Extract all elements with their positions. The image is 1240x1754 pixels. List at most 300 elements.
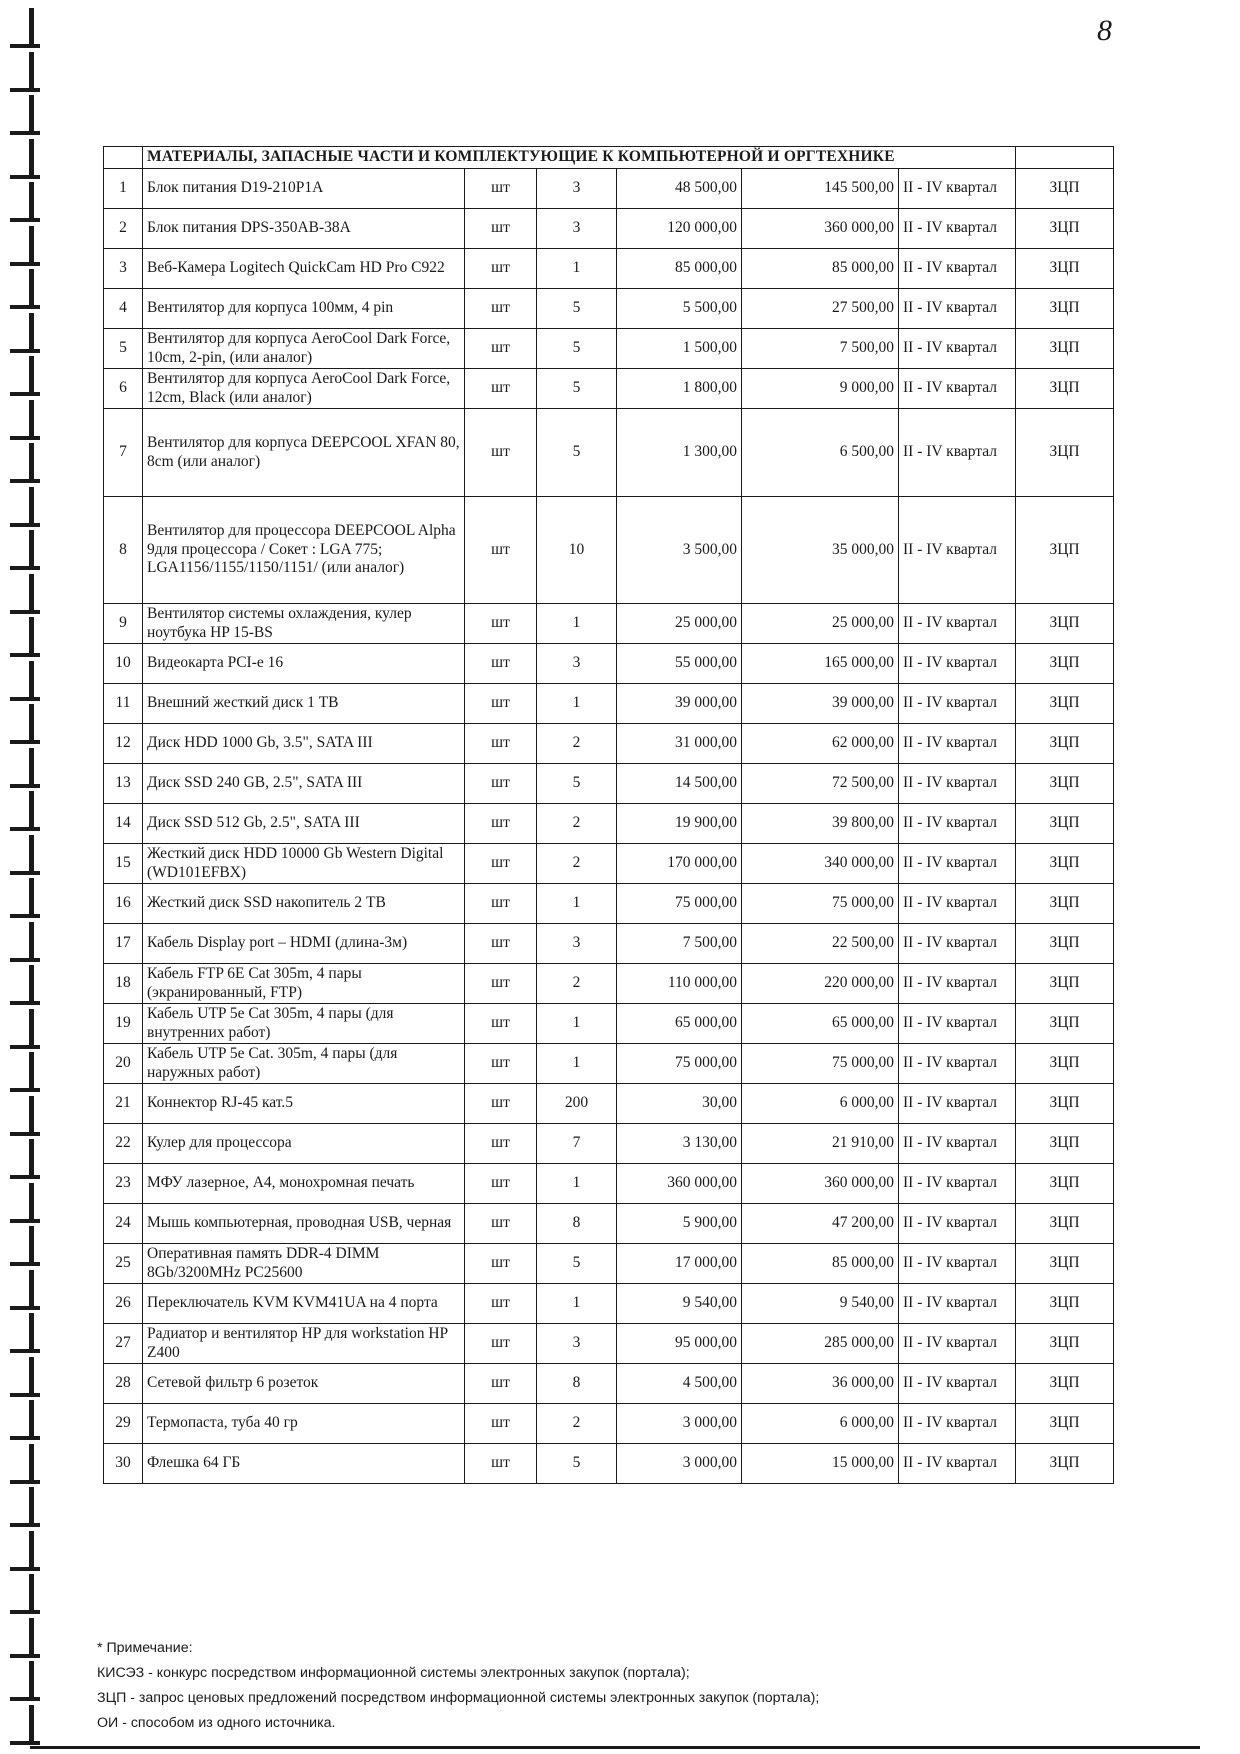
cell-total: 6 500,00 bbox=[742, 409, 899, 497]
cell-unit: шт bbox=[465, 1364, 537, 1404]
cell-unit: шт bbox=[465, 289, 537, 329]
cell-unit: шт bbox=[465, 884, 537, 924]
cell-total: 22 500,00 bbox=[742, 924, 899, 964]
cell-period: II - IV квартал bbox=[899, 844, 1016, 884]
cell-method: ЗЦП bbox=[1016, 369, 1114, 409]
cell-price: 17 000,00 bbox=[617, 1244, 742, 1284]
cell-total: 62 000,00 bbox=[742, 724, 899, 764]
cell-period: II - IV квартал bbox=[899, 1364, 1016, 1404]
cell-total: 27 500,00 bbox=[742, 289, 899, 329]
binding-mark bbox=[6, 1574, 38, 1614]
table-row bbox=[104, 329, 1114, 369]
cell-method: ЗЦП bbox=[1016, 1404, 1114, 1444]
binding-mark bbox=[6, 748, 38, 788]
cell-unit: шт bbox=[465, 1084, 537, 1124]
cell-total: 360 000,00 bbox=[742, 209, 899, 249]
cell-name: Радиатор и вентилятор HP для workstation HP Z400 bbox=[143, 1324, 465, 1364]
cell-name: Вентилятор для корпуса DEEPCOOL XFAN 80, 8cm (или аналог) bbox=[143, 409, 465, 497]
note-line: ОИ - способом из одного источника. bbox=[97, 1715, 336, 1731]
cell-period: II - IV квартал bbox=[899, 924, 1016, 964]
cell-period: II - IV квартал bbox=[899, 1284, 1016, 1324]
cell-num: 12 bbox=[104, 724, 143, 764]
cell-name: Кабель FTP 6E Cat 305m, 4 пары (экранированный, FTP) bbox=[143, 964, 465, 1004]
table-row bbox=[104, 1444, 1114, 1484]
cell-price: 19 900,00 bbox=[617, 804, 742, 844]
cell-total: 7 500,00 bbox=[742, 329, 899, 369]
notes-heading: * Примечание: bbox=[97, 1640, 193, 1656]
binding-mark bbox=[6, 530, 38, 570]
cell-price: 110 000,00 bbox=[617, 964, 742, 1004]
cell-num: 17 bbox=[104, 924, 143, 964]
cell-name: Кабель UTP 5e Cat 305m, 4 пары (для внутренних работ) bbox=[143, 1004, 465, 1044]
binding-mark bbox=[6, 443, 38, 483]
cell-qty: 5 bbox=[537, 329, 617, 369]
cell-method: ЗЦП bbox=[1016, 884, 1114, 924]
cell-total: 39 800,00 bbox=[742, 804, 899, 844]
cell-num: 5 bbox=[104, 329, 143, 369]
table-row bbox=[104, 1284, 1114, 1324]
binding-mark bbox=[6, 226, 38, 266]
cell-name: Вентилятор системы охлаждения, кулер ноутбука HP 15-BS bbox=[143, 604, 465, 644]
cell-name: Мышь компьютерная, проводная USB, черная bbox=[143, 1204, 465, 1244]
table-row bbox=[104, 289, 1114, 329]
table-row bbox=[104, 964, 1114, 1004]
cell-period: II - IV квартал bbox=[899, 804, 1016, 844]
cell-name: Вентилятор для процессора DEEPCOOL Alpha 9для процессора / Сокет : LGA 775; LGA1156/1155/1150/1151/ (или аналог) bbox=[143, 497, 465, 604]
cell-period: II - IV квартал bbox=[899, 1444, 1016, 1484]
table-row bbox=[104, 1044, 1114, 1084]
cell-price: 39 000,00 bbox=[617, 684, 742, 724]
binding-mark bbox=[6, 1444, 38, 1484]
cell-num: 8 bbox=[104, 497, 143, 604]
cell-method: ЗЦП bbox=[1016, 1324, 1114, 1364]
cell-qty: 3 bbox=[537, 644, 617, 684]
binding-mark bbox=[6, 1270, 38, 1310]
table-row bbox=[104, 249, 1114, 289]
cell-price: 3 130,00 bbox=[617, 1124, 742, 1164]
cell-unit: шт bbox=[465, 764, 537, 804]
cell-period: II - IV квартал bbox=[899, 497, 1016, 604]
cell-method: ЗЦП bbox=[1016, 1364, 1114, 1404]
cell-unit: шт bbox=[465, 409, 537, 497]
cell-price: 85 000,00 bbox=[617, 249, 742, 289]
cell-qty: 10 bbox=[537, 497, 617, 604]
cell-unit: шт bbox=[465, 644, 537, 684]
cell-qty: 1 bbox=[537, 684, 617, 724]
cell-unit: шт bbox=[465, 1244, 537, 1284]
cell-name: Диск SSD 240 GB, 2.5", SATA III bbox=[143, 764, 465, 804]
cell-num: 15 bbox=[104, 844, 143, 884]
table-row bbox=[104, 764, 1114, 804]
cell-qty: 1 bbox=[537, 884, 617, 924]
binding-mark bbox=[6, 1357, 38, 1397]
cell-num: 23 bbox=[104, 1164, 143, 1204]
cell-name: Термопаста, туба 40 гр bbox=[143, 1404, 465, 1444]
binding-mark bbox=[6, 313, 38, 353]
cell-total: 15 000,00 bbox=[742, 1444, 899, 1484]
cell-name: Диск SSD 512 Gb, 2.5", SATA III bbox=[143, 804, 465, 844]
cell-name: Сетевой фильтр 6 розеток bbox=[143, 1364, 465, 1404]
cell-price: 360 000,00 bbox=[617, 1164, 742, 1204]
table-row bbox=[104, 644, 1114, 684]
binding-mark bbox=[6, 661, 38, 701]
cell-price: 4 500,00 bbox=[617, 1364, 742, 1404]
cell-qty: 200 bbox=[537, 1084, 617, 1124]
cell-total: 21 910,00 bbox=[742, 1124, 899, 1164]
cell-period: II - IV квартал bbox=[899, 249, 1016, 289]
cell-method: ЗЦП bbox=[1016, 1124, 1114, 1164]
materials-table bbox=[103, 146, 1114, 1484]
binding-mark bbox=[6, 965, 38, 1005]
cell-total: 360 000,00 bbox=[742, 1164, 899, 1204]
table-row bbox=[104, 1244, 1114, 1284]
cell-method: ЗЦП bbox=[1016, 724, 1114, 764]
table-row bbox=[104, 1164, 1114, 1204]
table-row bbox=[104, 1204, 1114, 1244]
cell-method: ЗЦП bbox=[1016, 1084, 1114, 1124]
binding-mark bbox=[6, 1618, 38, 1658]
cell-qty: 2 bbox=[537, 804, 617, 844]
cell-unit: шт bbox=[465, 209, 537, 249]
cell-period: II - IV квартал bbox=[899, 169, 1016, 209]
binding-mark bbox=[6, 574, 38, 614]
cell-total: 340 000,00 bbox=[742, 844, 899, 884]
cell-total: 85 000,00 bbox=[742, 1244, 899, 1284]
cell-total: 285 000,00 bbox=[742, 1324, 899, 1364]
cell-price: 65 000,00 bbox=[617, 1004, 742, 1044]
cell-qty: 2 bbox=[537, 964, 617, 1004]
cell-qty: 8 bbox=[537, 1364, 617, 1404]
cell-price: 5 900,00 bbox=[617, 1204, 742, 1244]
bottom-rule bbox=[30, 1746, 1200, 1749]
binding-mark bbox=[6, 1661, 38, 1701]
cell-price: 7 500,00 bbox=[617, 924, 742, 964]
binding-mark bbox=[6, 95, 38, 135]
cell-name: Блок питания DPS-350AB-38A bbox=[143, 209, 465, 249]
cell-total: 75 000,00 bbox=[742, 1044, 899, 1084]
page-number: 8 bbox=[1097, 14, 1112, 47]
binding-mark bbox=[6, 791, 38, 831]
cell-name: МФУ лазерное, А4, монохромная печать bbox=[143, 1164, 465, 1204]
cell-method: ЗЦП bbox=[1016, 964, 1114, 1004]
cell-period: II - IV квартал bbox=[899, 1244, 1016, 1284]
cell-total: 72 500,00 bbox=[742, 764, 899, 804]
binding-mark bbox=[6, 704, 38, 744]
table-row bbox=[104, 684, 1114, 724]
cell-num: 21 bbox=[104, 1084, 143, 1124]
cell-price: 170 000,00 bbox=[617, 844, 742, 884]
cell-unit: шт bbox=[465, 1404, 537, 1444]
cell-unit: шт bbox=[465, 1284, 537, 1324]
cell-num: 26 bbox=[104, 1284, 143, 1324]
cell-method: ЗЦП bbox=[1016, 1044, 1114, 1084]
cell-qty: 5 bbox=[537, 369, 617, 409]
cell-total: 85 000,00 bbox=[742, 249, 899, 289]
cell-qty: 2 bbox=[537, 724, 617, 764]
cell-method: ЗЦП bbox=[1016, 1164, 1114, 1204]
cell-num: 27 bbox=[104, 1324, 143, 1364]
cell-period: II - IV квартал bbox=[899, 684, 1016, 724]
cell-name: Вентилятор для корпуса AeroCool Dark Force, 10cm, 2-pin, (или аналог) bbox=[143, 329, 465, 369]
cell-unit: шт bbox=[465, 964, 537, 1004]
cell-method: ЗЦП bbox=[1016, 1204, 1114, 1244]
cell-name: Вентилятор для корпуса 100мм, 4 pin bbox=[143, 289, 465, 329]
cell-price: 30,00 bbox=[617, 1084, 742, 1124]
cell-price: 5 500,00 bbox=[617, 289, 742, 329]
cell-unit: шт bbox=[465, 329, 537, 369]
cell-price: 55 000,00 bbox=[617, 644, 742, 684]
cell-price: 9 540,00 bbox=[617, 1284, 742, 1324]
cell-method: ЗЦП bbox=[1016, 604, 1114, 644]
cell-qty: 1 bbox=[537, 1284, 617, 1324]
cell-unit: шт bbox=[465, 804, 537, 844]
cell-qty: 1 bbox=[537, 1044, 617, 1084]
binding-mark bbox=[6, 1705, 38, 1745]
cell-unit: шт bbox=[465, 684, 537, 724]
cell-period: II - IV квартал bbox=[899, 1204, 1016, 1244]
cell-method: ЗЦП bbox=[1016, 329, 1114, 369]
cell-period: II - IV квартал bbox=[899, 1044, 1016, 1084]
cell-name: Кабель UTP 5e Cat. 305m, 4 пары (для наружных работ) bbox=[143, 1044, 465, 1084]
table-row bbox=[104, 1404, 1114, 1444]
cell-qty: 5 bbox=[537, 409, 617, 497]
cell-unit: шт bbox=[465, 844, 537, 884]
cell-period: II - IV квартал bbox=[899, 724, 1016, 764]
table-row bbox=[104, 604, 1114, 644]
binding-mark bbox=[6, 356, 38, 396]
cell-num: 14 bbox=[104, 804, 143, 844]
cell-total: 9 540,00 bbox=[742, 1284, 899, 1324]
cell-method: ЗЦП bbox=[1016, 289, 1114, 329]
cell-num: 11 bbox=[104, 684, 143, 724]
cell-method: ЗЦП bbox=[1016, 804, 1114, 844]
note-line: ЗЦП - запрос ценовых предложений посредством информационной системы электронных закупок (портала); bbox=[97, 1690, 820, 1706]
binding-mark bbox=[6, 1096, 38, 1136]
cell-price: 95 000,00 bbox=[617, 1324, 742, 1364]
table-row bbox=[104, 804, 1114, 844]
cell-qty: 5 bbox=[537, 1444, 617, 1484]
cell-num: 19 bbox=[104, 1004, 143, 1044]
cell-qty: 1 bbox=[537, 249, 617, 289]
cell-total: 39 000,00 bbox=[742, 684, 899, 724]
cell-unit: шт bbox=[465, 1324, 537, 1364]
cell-num: 3 bbox=[104, 249, 143, 289]
cell-name: Веб-Камера Logitech QuickCam HD Pro C922 bbox=[143, 249, 465, 289]
cell-period: II - IV квартал bbox=[899, 1124, 1016, 1164]
cell-num: 28 bbox=[104, 1364, 143, 1404]
cell-unit: шт bbox=[465, 1164, 537, 1204]
cell-total: 145 500,00 bbox=[742, 169, 899, 209]
cell-qty: 1 bbox=[537, 1004, 617, 1044]
table-row bbox=[104, 1004, 1114, 1044]
cell-price: 14 500,00 bbox=[617, 764, 742, 804]
cell-period: II - IV квартал bbox=[899, 884, 1016, 924]
cell-price: 1 800,00 bbox=[617, 369, 742, 409]
binding-mark bbox=[6, 1313, 38, 1353]
table-row bbox=[104, 1084, 1114, 1124]
cell-num: 25 bbox=[104, 1244, 143, 1284]
cell-qty: 5 bbox=[537, 289, 617, 329]
cell-num: 16 bbox=[104, 884, 143, 924]
cell-price: 3 000,00 bbox=[617, 1444, 742, 1484]
table-title: МАТЕРИАЛЫ, ЗАПАСНЫЕ ЧАСТИ И КОМПЛЕКТУЮЩИЕ К КОМПЬЮТЕРНОЙ И ОРГТЕХНИКЕ bbox=[143, 147, 1016, 169]
cell-period: II - IV квартал bbox=[899, 644, 1016, 684]
cell-price: 75 000,00 bbox=[617, 1044, 742, 1084]
table-row bbox=[104, 1364, 1114, 1404]
cell-name: Переключатель KVM KVM41UA на 4 порта bbox=[143, 1284, 465, 1324]
cell-qty: 3 bbox=[537, 924, 617, 964]
cell-price: 25 000,00 bbox=[617, 604, 742, 644]
cell-qty: 3 bbox=[537, 169, 617, 209]
cell-name: Флешка 64 ГБ bbox=[143, 1444, 465, 1484]
cell-unit: шт bbox=[465, 1004, 537, 1044]
table-row bbox=[104, 1324, 1114, 1364]
cell-name: Кулер для процессора bbox=[143, 1124, 465, 1164]
binding-mark bbox=[6, 1139, 38, 1179]
cell-total: 75 000,00 bbox=[742, 884, 899, 924]
table-row bbox=[104, 209, 1114, 249]
cell-unit: шт bbox=[465, 724, 537, 764]
table-row bbox=[104, 884, 1114, 924]
binding-mark bbox=[6, 1009, 38, 1049]
cell-period: II - IV квартал bbox=[899, 1324, 1016, 1364]
cell-total: 36 000,00 bbox=[742, 1364, 899, 1404]
binding-mark bbox=[6, 878, 38, 918]
cell-num: 30 bbox=[104, 1444, 143, 1484]
cell-price: 31 000,00 bbox=[617, 724, 742, 764]
cell-num: 1 bbox=[104, 169, 143, 209]
binding-mark bbox=[6, 400, 38, 440]
table-row bbox=[104, 724, 1114, 764]
cell-method: ЗЦП bbox=[1016, 1284, 1114, 1324]
cell-unit: шт bbox=[465, 1044, 537, 1084]
cell-method: ЗЦП bbox=[1016, 644, 1114, 684]
cell-price: 48 500,00 bbox=[617, 169, 742, 209]
cell-name: Видеокарта PCI-e 16 bbox=[143, 644, 465, 684]
cell-name: Жесткий диск HDD 10000 Gb Western Digital (WD101EFBX) bbox=[143, 844, 465, 884]
cell-num: 22 bbox=[104, 1124, 143, 1164]
binding-mark bbox=[6, 182, 38, 222]
cell-unit: шт bbox=[465, 369, 537, 409]
binding-mark bbox=[6, 835, 38, 875]
cell-qty: 5 bbox=[537, 764, 617, 804]
cell-qty: 1 bbox=[537, 1164, 617, 1204]
cell-name: Кабель Display port – HDMI (длина-3м) bbox=[143, 924, 465, 964]
cell-price: 120 000,00 bbox=[617, 209, 742, 249]
cell-total: 6 000,00 bbox=[742, 1084, 899, 1124]
cell-method: ЗЦП bbox=[1016, 1444, 1114, 1484]
cell-total: 9 000,00 bbox=[742, 369, 899, 409]
cell-num: 7 bbox=[104, 409, 143, 497]
cell-method: ЗЦП bbox=[1016, 249, 1114, 289]
table-row bbox=[104, 924, 1114, 964]
table-row bbox=[104, 1124, 1114, 1164]
binding-mark bbox=[6, 1487, 38, 1527]
cell-qty: 2 bbox=[537, 844, 617, 884]
binding-mark bbox=[6, 139, 38, 179]
cell-unit: шт bbox=[465, 924, 537, 964]
cell-period: II - IV квартал bbox=[899, 329, 1016, 369]
cell-num: 2 bbox=[104, 209, 143, 249]
notes-section bbox=[97, 1636, 819, 1736]
cell-period: II - IV квартал bbox=[899, 1004, 1016, 1044]
cell-num: 4 bbox=[104, 289, 143, 329]
cell-price: 75 000,00 bbox=[617, 884, 742, 924]
binding-mark bbox=[6, 1183, 38, 1223]
cell-unit: шт bbox=[465, 249, 537, 289]
binding-mark bbox=[6, 1226, 38, 1266]
binding-mark bbox=[6, 269, 38, 309]
cell-period: II - IV квартал bbox=[899, 209, 1016, 249]
cell-qty: 1 bbox=[537, 604, 617, 644]
cell-unit: шт bbox=[465, 169, 537, 209]
cell-num: 20 bbox=[104, 1044, 143, 1084]
header-empty-cell bbox=[104, 147, 143, 169]
header-empty-cell bbox=[1016, 147, 1114, 169]
cell-period: II - IV квартал bbox=[899, 1404, 1016, 1444]
cell-method: ЗЦП bbox=[1016, 409, 1114, 497]
cell-name: Коннектор RJ-45 кат.5 bbox=[143, 1084, 465, 1124]
binding-mark bbox=[6, 1052, 38, 1092]
cell-method: ЗЦП bbox=[1016, 764, 1114, 804]
cell-method: ЗЦП bbox=[1016, 844, 1114, 884]
cell-num: 6 bbox=[104, 369, 143, 409]
cell-num: 9 bbox=[104, 604, 143, 644]
cell-method: ЗЦП bbox=[1016, 209, 1114, 249]
cell-total: 6 000,00 bbox=[742, 1404, 899, 1444]
table-row bbox=[104, 369, 1114, 409]
cell-method: ЗЦП bbox=[1016, 684, 1114, 724]
cell-unit: шт bbox=[465, 1444, 537, 1484]
cell-period: II - IV квартал bbox=[899, 964, 1016, 1004]
cell-method: ЗЦП bbox=[1016, 1004, 1114, 1044]
cell-method: ЗЦП bbox=[1016, 1244, 1114, 1284]
cell-period: II - IV квартал bbox=[899, 409, 1016, 497]
cell-period: II - IV квартал bbox=[899, 289, 1016, 329]
cell-period: II - IV квартал bbox=[899, 604, 1016, 644]
cell-qty: 3 bbox=[537, 1324, 617, 1364]
cell-total: 47 200,00 bbox=[742, 1204, 899, 1244]
cell-name: Вентилятор для корпуса AeroCool Dark Force, 12cm, Black (или аналог) bbox=[143, 369, 465, 409]
cell-name: Блок питания D19-210P1A bbox=[143, 169, 465, 209]
cell-price: 1 500,00 bbox=[617, 329, 742, 369]
cell-qty: 5 bbox=[537, 1244, 617, 1284]
binding-mark bbox=[6, 1531, 38, 1571]
cell-price: 1 300,00 bbox=[617, 409, 742, 497]
cell-num: 29 bbox=[104, 1404, 143, 1444]
binding-mark bbox=[6, 8, 38, 48]
table-row bbox=[104, 169, 1114, 209]
cell-num: 13 bbox=[104, 764, 143, 804]
cell-qty: 2 bbox=[537, 1404, 617, 1444]
cell-total: 220 000,00 bbox=[742, 964, 899, 1004]
binding-mark bbox=[6, 52, 38, 92]
cell-name: Жесткий диск SSD накопитель 2 TB bbox=[143, 884, 465, 924]
cell-price: 3 000,00 bbox=[617, 1404, 742, 1444]
binding-mark bbox=[6, 487, 38, 527]
cell-total: 25 000,00 bbox=[742, 604, 899, 644]
cell-unit: шт bbox=[465, 1204, 537, 1244]
cell-period: II - IV квартал bbox=[899, 1164, 1016, 1204]
cell-name: Диск HDD 1000 Gb, 3.5", SATA III bbox=[143, 724, 465, 764]
cell-period: II - IV квартал bbox=[899, 369, 1016, 409]
cell-num: 18 bbox=[104, 964, 143, 1004]
cell-name: Внешний жесткий диск 1 TB bbox=[143, 684, 465, 724]
cell-total: 165 000,00 bbox=[742, 644, 899, 684]
cell-unit: шт bbox=[465, 604, 537, 644]
cell-price: 3 500,00 bbox=[617, 497, 742, 604]
cell-name: Оперативная память DDR-4 DIMM 8Gb/3200MHz PC25600 bbox=[143, 1244, 465, 1284]
